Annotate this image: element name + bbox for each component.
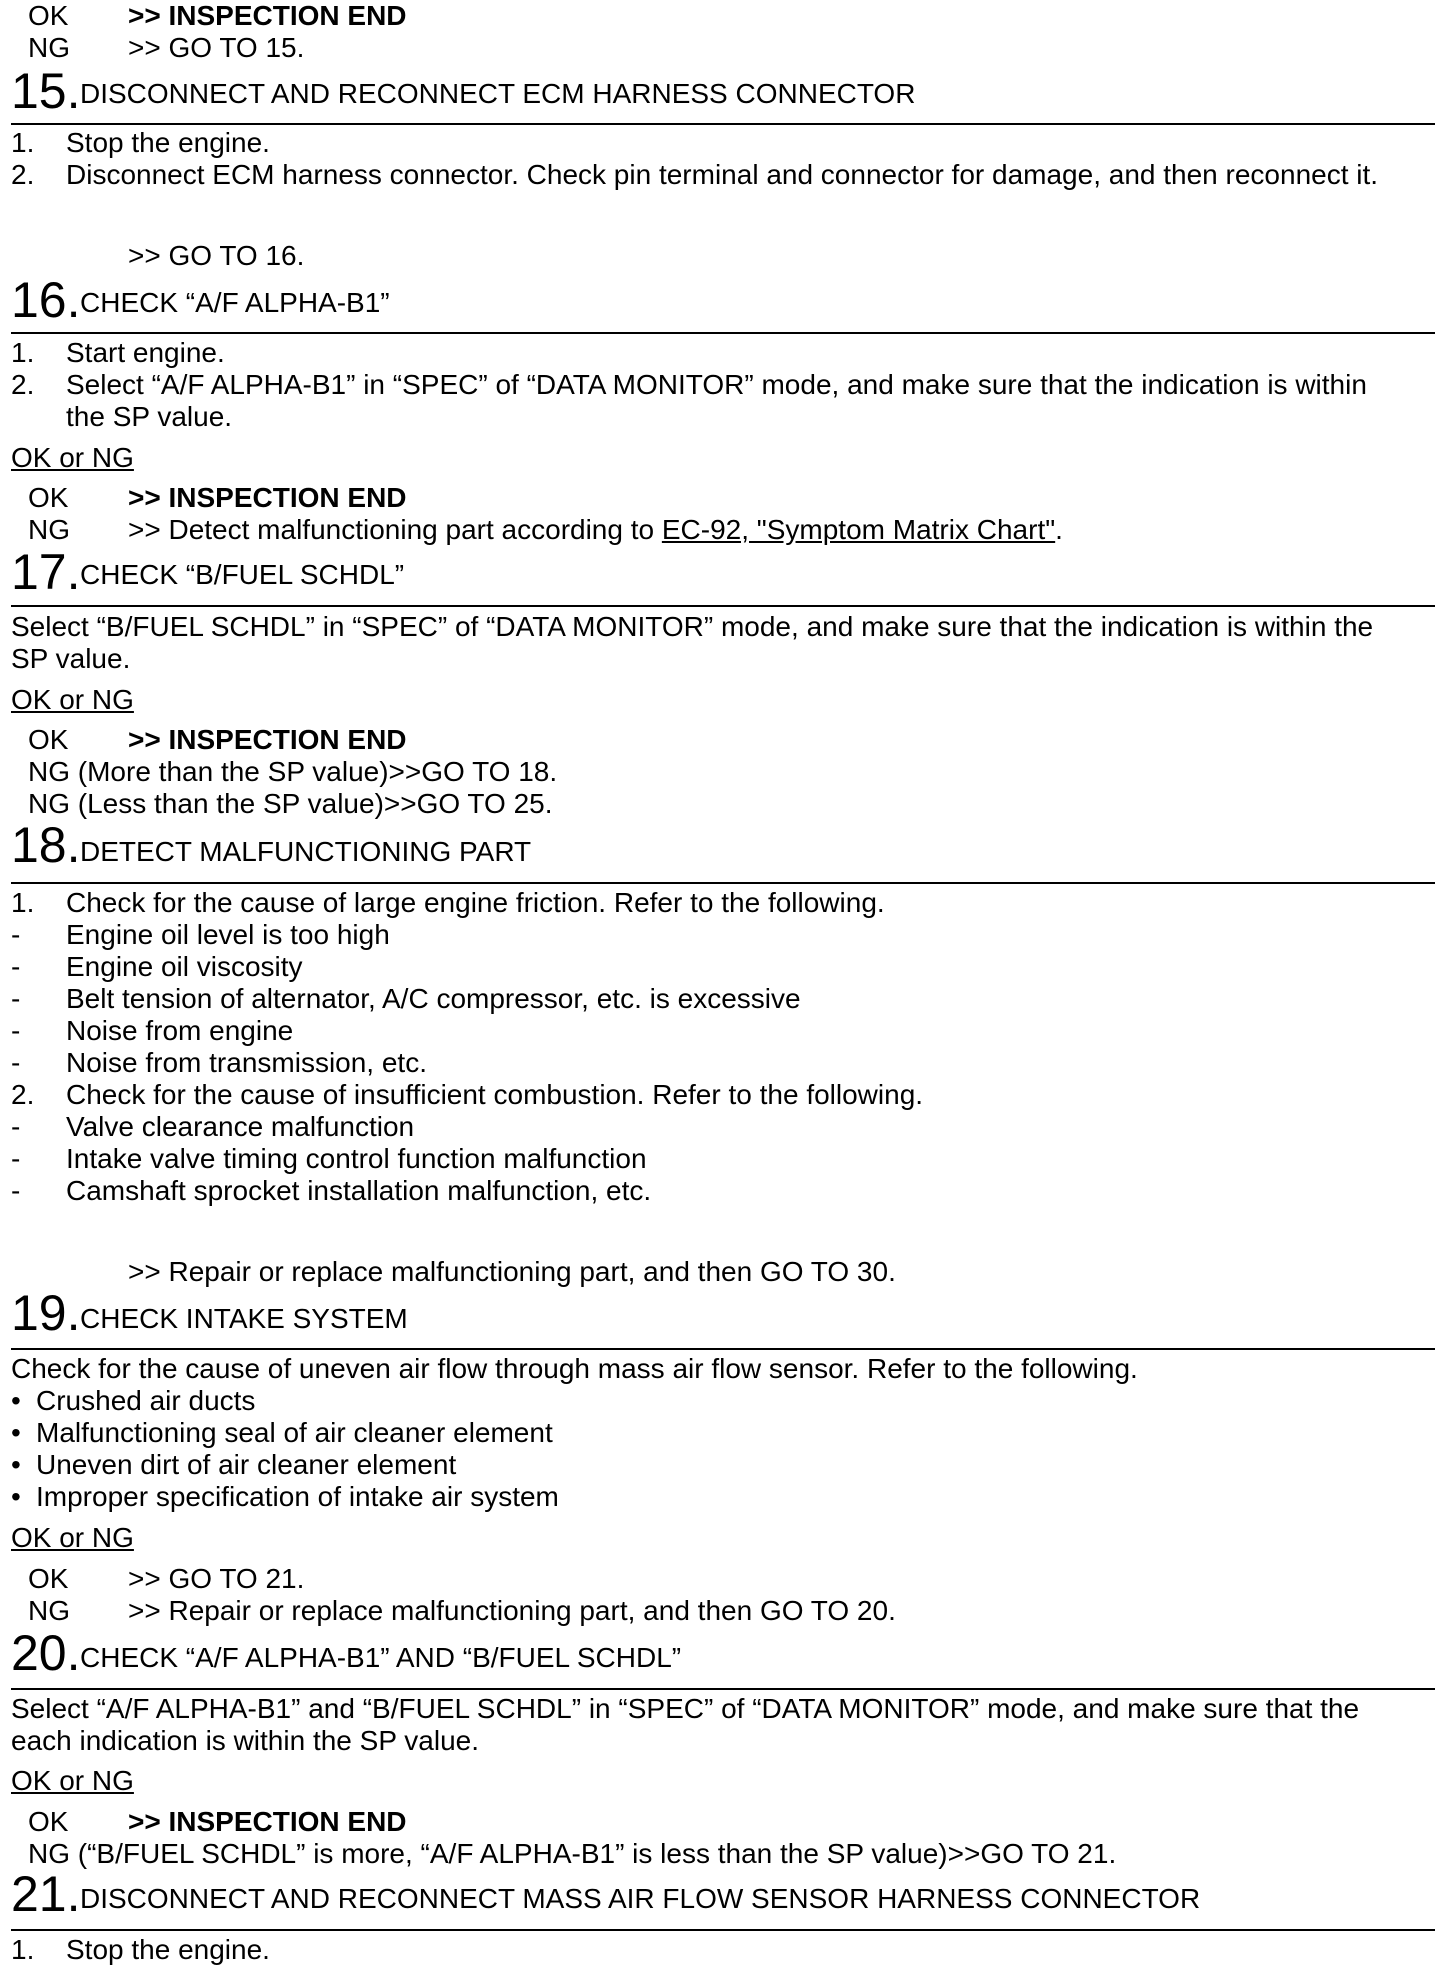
step-15-go: >> GO TO 16. [128, 240, 305, 271]
top-ok-result: >> INSPECTION END [128, 0, 407, 31]
ok-or-ng-heading: OK or NG [11, 442, 134, 473]
ok-result: >> INSPECTION END [128, 482, 407, 513]
step-18-rule [11, 882, 1435, 884]
list-item: Camshaft sprocket installation malfunction, etc. [66, 1175, 652, 1206]
step-21-number: 21. [11, 1866, 81, 1922]
list-item: Check for the cause of large engine friction. Refer to the following. [66, 887, 885, 918]
ok-result: >> INSPECTION END [128, 1806, 407, 1837]
step-19-number: 19. [11, 1285, 81, 1341]
bullet-marker: • [11, 1385, 21, 1416]
list-item: Start engine. [66, 337, 225, 368]
top-ok-label: OK [28, 0, 69, 31]
list-marker: - [11, 1111, 21, 1142]
top-ng-result: >> GO TO 15. [128, 32, 305, 63]
list-marker: 1. [11, 127, 35, 158]
list-item: Belt tension of alternator, A/C compressor, etc. is excessive [66, 983, 801, 1014]
bullet-marker: • [11, 1449, 21, 1480]
step-16-rule [11, 332, 1435, 334]
bullet-marker: • [11, 1481, 21, 1512]
step-19-intro: Check for the cause of uneven air flow through mass air flow sensor. Refer to the following. [11, 1353, 1138, 1384]
step-20-text: Select “A/F ALPHA-B1” and “B/FUEL SCHDL” in “SPEC” of “DATA MONITOR” mode, and make sure that the [11, 1693, 1360, 1724]
bullet-marker: • [11, 1417, 21, 1448]
list-marker: - [11, 983, 21, 1014]
step-15-rule [11, 123, 1435, 125]
ng-result: NG (“B/FUEL SCHDL” is more, “A/F ALPHA-B1” is less than the SP value)>>GO TO 21. [28, 1838, 1117, 1869]
step-17-text-cont: SP value. [11, 643, 131, 674]
ng-result [128, 514, 1063, 546]
list-marker: 2. [11, 159, 35, 190]
list-item: Noise from transmission, etc. [66, 1047, 427, 1078]
top-ng-label: NG [28, 32, 70, 63]
ok-label: OK [28, 724, 69, 755]
list-item: Stop the engine. [66, 1934, 270, 1965]
ng-more-result: NG (More than the SP value)>>GO TO 18. [28, 756, 558, 787]
list-marker: 2. [11, 1079, 35, 1110]
list-item: Check for the cause of insufficient combustion. Refer to the following. [66, 1079, 924, 1110]
list-item: Engine oil level is too high [66, 919, 390, 950]
step-20-text-cont: each indication is within the SP value. [11, 1725, 479, 1756]
step-20-rule [11, 1688, 1435, 1690]
step-19-rule [11, 1348, 1435, 1350]
ng-result: >> Repair or replace malfunctioning part, and then GO TO 20. [128, 1595, 896, 1626]
step-21-rule [11, 1929, 1435, 1931]
list-marker: 1. [11, 337, 35, 368]
ok-label: OK [28, 1806, 69, 1837]
ok-label: OK [28, 482, 69, 513]
ng-result-suffix: . [1055, 514, 1063, 545]
list-item: Engine oil viscosity [66, 951, 303, 982]
list-marker: - [11, 1015, 21, 1046]
symptom-matrix-chart-link[interactable]: EC-92, "Symptom Matrix Chart" [661, 514, 1056, 545]
ng-label: NG [28, 514, 70, 545]
list-item: Intake valve timing control function malfunction [66, 1143, 647, 1174]
list-item: Valve clearance malfunction [66, 1111, 415, 1142]
step-18-number: 18. [11, 817, 81, 873]
step-16-number: 16. [11, 272, 81, 328]
list-marker: - [11, 1047, 21, 1078]
list-marker: 2. [11, 369, 35, 400]
step-15-title: DISCONNECT AND RECONNECT ECM HARNESS CONNECTOR [80, 78, 916, 109]
list-item: Disconnect ECM harness connector. Check pin terminal and connector for damage, and then reconnect it. [66, 159, 1379, 190]
list-item-continuation: the SP value. [66, 401, 233, 432]
step-16-title: CHECK “A/F ALPHA-B1” [80, 287, 390, 318]
list-item: Stop the engine. [66, 127, 270, 158]
step-20-number: 20. [11, 1625, 81, 1681]
step-17-title: CHECK “B/FUEL SCHDL” [80, 559, 405, 590]
step-18-go: >> Repair or replace malfunctioning part, and then GO TO 30. [128, 1256, 896, 1287]
step-20-title: CHECK “A/F ALPHA-B1” AND “B/FUEL SCHDL” [80, 1642, 682, 1673]
list-marker: - [11, 951, 21, 982]
list-marker: 1. [11, 1934, 35, 1965]
bullet-item: Malfunctioning seal of air cleaner element [36, 1417, 553, 1448]
ng-less-result: NG (Less than the SP value)>>GO TO 25. [28, 788, 553, 819]
step-17-number: 17. [11, 544, 81, 600]
step-19-title: CHECK INTAKE SYSTEM [80, 1303, 408, 1334]
bullet-item: Improper specification of intake air system [36, 1481, 559, 1512]
ok-result: >> INSPECTION END [128, 724, 407, 755]
step-15-number: 15. [11, 63, 81, 119]
list-marker: - [11, 1143, 21, 1174]
ok-or-ng-heading: OK or NG [11, 684, 134, 715]
ng-result-text: >> Detect malfunctioning part according to [128, 514, 662, 545]
ok-label: OK [28, 1563, 69, 1594]
ng-label: NG [28, 1595, 70, 1626]
bullet-item: Uneven dirt of air cleaner element [36, 1449, 457, 1480]
list-marker: - [11, 919, 21, 950]
step-18-title: DETECT MALFUNCTIONING PART [80, 836, 532, 867]
list-marker: 1. [11, 887, 35, 918]
list-item: Select “A/F ALPHA-B1” in “SPEC” of “DATA MONITOR” mode, and make sure that the indication is within [66, 369, 1367, 400]
step-21-title: DISCONNECT AND RECONNECT MASS AIR FLOW SENSOR HARNESS CONNECTOR [80, 1883, 1201, 1914]
step-17-rule [11, 605, 1435, 607]
ok-or-ng-heading: OK or NG [11, 1522, 134, 1553]
list-item: Noise from engine [66, 1015, 294, 1046]
step-17-text: Select “B/FUEL SCHDL” in “SPEC” of “DATA MONITOR” mode, and make sure that the indication is within the [11, 611, 1374, 642]
list-marker: - [11, 1175, 21, 1206]
ok-result: >> GO TO 21. [128, 1563, 305, 1594]
ok-or-ng-heading: OK or NG [11, 1765, 134, 1796]
bullet-item: Crushed air ducts [36, 1385, 256, 1416]
